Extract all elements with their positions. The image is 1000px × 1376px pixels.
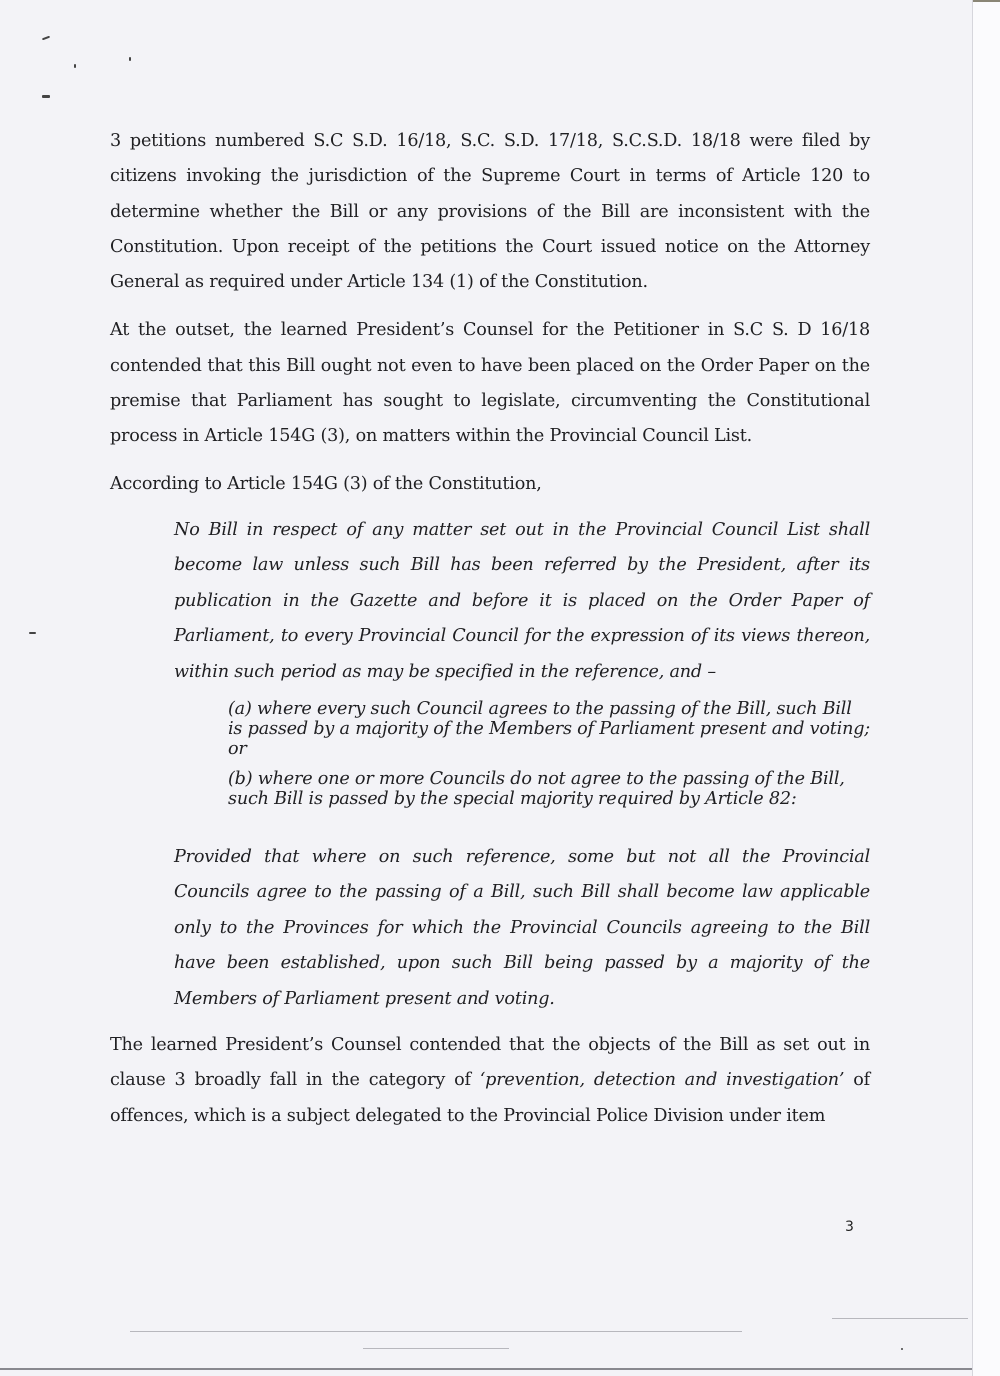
quote-clause-b: (b) where one or more Councils do not agree to the passing of the Bill, such Bill is passed by the special majority required by Article 82: — [228, 769, 845, 810]
quote-clause-a: (a) where every such Council agrees to the passing of the Bill, such Bill is passed by a majority of the Members of Parliament present and voting; or — [228, 699, 870, 759]
document-page — [110, 124, 870, 1134]
scan-edge-top — [973, 0, 1000, 2]
scan-page-edge — [972, 0, 1000, 1376]
contention-italic-phrase: ‘prevention, detection and investigation’ — [479, 1070, 845, 1091]
scan-speck — [29, 632, 36, 634]
scan-speck — [901, 1348, 903, 1350]
quoted-article-154g — [110, 513, 870, 1017]
scan-speck — [42, 36, 50, 41]
scan-line — [130, 1331, 742, 1332]
paragraph-contention — [110, 1028, 870, 1134]
contention-text-end: of offences, which is a subject delegated to the Provincial Police Division under item — [110, 1070, 870, 1126]
paragraph-petitions: 3 petitions numbered S.C S.D. 16/18, S.C. S.D. 17/18, S.C.S.D. 18/18 were filed by citizens invoking the jurisdiction of the Supreme Court in terms of Article 120 to determine whether the Bill or any provisions of the Bill are inconsistent with the Constitution. Upon receipt of the petitions the Court issued notice on the Attorney General as required under Article 134 (1) of the Constitution. — [110, 131, 870, 293]
paragraph-outset: At the outset, the learned President’s Counsel for the Petitioner in S.C S. D 16/18 contended that this Bill ought not even to have been placed on the Order Paper on the premise that Parliament has sought to legislate, circumventing the Constitutional process in Article 154G (3), on matters within the Provincial Council List. — [110, 320, 870, 447]
scan-line — [832, 1318, 968, 1319]
quote-proviso: Provided that where on such reference, some but not all the Provincial Councils agree to the passing of a Bill, such Bill shall become law applicable only to the Provinces for which the Provincial Councils agreeing to the Bill have been established, upon such Bill being passed by a majority of the Members of Parliament present and voting. — [174, 846, 870, 1009]
scan-bottom-edge — [0, 1368, 972, 1370]
quote-main-text: No Bill in respect of any matter set out in the Provincial Council List shall become law unless such Bill has been referred by the President, after its publication in the Gazette and before it is placed on the Order Paper of Parliament, to every Provincial Council for the expression of its views thereon, within such period as may be specified in the reference, and – — [174, 519, 870, 682]
paragraph-according: According to Article 154G (3) of the Constitution, — [110, 473, 542, 494]
scan-line — [363, 1348, 509, 1349]
scan-speck — [42, 95, 50, 98]
page-number: 3 — [845, 1219, 854, 1235]
scan-speck — [74, 64, 76, 68]
scan-speck — [129, 57, 131, 61]
contention-text-start: The learned President’s Counsel contended that the objects of the Bill as set out in clause 3 broadly fall in the category of — [110, 1035, 870, 1091]
